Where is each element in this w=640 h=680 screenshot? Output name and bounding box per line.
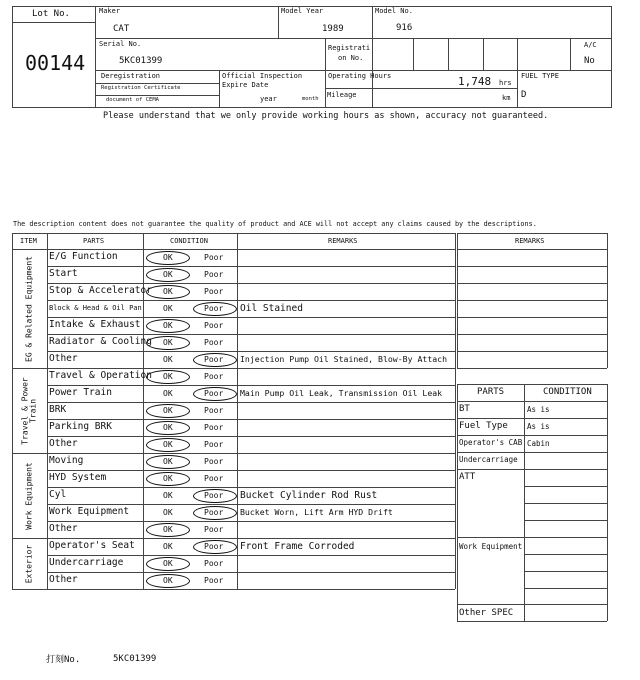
spec-header-divider <box>457 401 607 402</box>
engraved-label: 打刻No. <box>46 655 81 665</box>
ok-selected-circle <box>146 319 190 333</box>
poor-option[interactable]: Poor <box>204 525 224 534</box>
poor-option[interactable]: Poor <box>204 423 224 432</box>
month-label: month <box>302 96 319 102</box>
ok-selected-circle <box>146 455 190 469</box>
row-divider <box>47 521 455 522</box>
row-divider <box>457 537 607 538</box>
poor-option[interactable]: Poor <box>204 542 224 551</box>
notice-hours: Please understand that we only provide working hours as shown, accuracy not guaranteed. <box>103 111 549 121</box>
ok-option[interactable]: OK <box>163 559 173 568</box>
poor-selected-circle <box>193 540 237 554</box>
registration-cert-label: Registration Certificate <box>101 85 181 91</box>
poor-option[interactable]: Poor <box>204 389 224 398</box>
operating-hours-label: Operating Hours <box>328 72 392 80</box>
spec-condition-value: As is <box>527 405 550 414</box>
row-part-label: Block & Head & Oil Pan <box>49 304 142 312</box>
fuel-type-label: FUEL TYPE <box>521 72 559 80</box>
ok-option[interactable]: OK <box>163 423 173 432</box>
ok-option[interactable]: OK <box>163 355 173 364</box>
row-part-label: Work Equipment <box>49 506 130 517</box>
row-divider <box>47 436 455 437</box>
inspection-label: Expire Date <box>222 81 269 89</box>
ok-selected-circle <box>146 523 190 537</box>
divider <box>517 38 518 108</box>
row-part-label: Undercarriage <box>49 557 124 568</box>
maker-label: Maker <box>99 7 121 15</box>
ok-option[interactable]: OK <box>163 576 173 585</box>
poor-option[interactable]: Poor <box>204 559 224 568</box>
poor-option[interactable]: Poor <box>204 508 224 517</box>
poor-selected-circle <box>193 506 237 520</box>
ok-selected-circle <box>146 268 190 282</box>
remarks-header: REMARKS <box>328 237 358 245</box>
divider <box>12 22 96 23</box>
poor-option[interactable]: Poor <box>204 372 224 381</box>
group-label: Work Equipment <box>24 461 34 530</box>
row-divider <box>457 283 607 284</box>
poor-option[interactable]: Poor <box>204 321 224 330</box>
spec-condition-value: Cabin <box>527 439 550 448</box>
row-part-label: Stop & Accelerator <box>49 285 152 296</box>
table-border <box>12 589 455 590</box>
row-part-label: Radiator & Cooling <box>49 336 152 347</box>
poor-selected-circle <box>193 302 237 316</box>
row-remark: Front Frame Corroded <box>240 541 355 552</box>
ok-selected-circle <box>146 251 190 265</box>
serial-no-label: Serial No. <box>99 40 142 48</box>
ok-option[interactable]: OK <box>163 253 173 262</box>
spec-part-label: ATT <box>459 472 476 482</box>
mileage-label: Mileage <box>327 91 357 99</box>
table-border <box>455 233 456 589</box>
hrs-label: hrs <box>499 79 512 87</box>
ok-option[interactable]: OK <box>163 372 173 381</box>
serial-no-value: 5KC01399 <box>119 56 163 66</box>
row-divider <box>457 418 607 419</box>
poor-option[interactable]: Poor <box>204 287 224 296</box>
remarks-right-header: REMARKS <box>515 237 545 245</box>
divider <box>95 95 219 96</box>
condition-header: CONDITION <box>170 237 208 245</box>
cema-label: document of CEMA <box>106 97 159 103</box>
row-divider <box>524 571 607 572</box>
engraved-value: 5KC01399 <box>113 654 157 664</box>
ok-option[interactable]: OK <box>163 508 173 517</box>
remarks-border <box>457 233 607 234</box>
ok-option[interactable]: OK <box>163 525 173 534</box>
row-divider <box>47 317 455 318</box>
work-equipment-label: Work Equipment <box>459 542 523 551</box>
row-divider <box>457 469 607 470</box>
poor-option[interactable]: Poor <box>204 270 224 279</box>
poor-option[interactable]: Poor <box>204 304 224 313</box>
group-label: EG & Related Equipment <box>24 255 34 362</box>
lot-no-value: 00144 <box>25 51 86 75</box>
registration-label: Registrati <box>328 44 371 52</box>
row-part-label: Travel & Operation <box>49 370 152 381</box>
other-spec-label: Other SPEC <box>459 608 514 618</box>
spec-condition-header: CONDITION <box>543 387 592 397</box>
spec-border <box>457 621 607 622</box>
ok-option[interactable]: OK <box>163 304 173 313</box>
spec-part-label: Operator's CAB <box>459 438 523 447</box>
ok-option[interactable]: OK <box>163 474 173 483</box>
poor-selected-circle <box>193 489 237 503</box>
ok-option[interactable]: OK <box>163 491 173 500</box>
divider <box>95 38 612 39</box>
ok-selected-circle <box>146 438 190 452</box>
row-divider <box>457 334 607 335</box>
row-part-label: Parking BRK <box>49 421 112 432</box>
remarks-border <box>607 233 608 368</box>
row-part-label: Intake & Exhaust <box>49 319 141 330</box>
ok-option[interactable]: OK <box>163 406 173 415</box>
ok-option[interactable]: OK <box>163 287 173 296</box>
group-divider <box>12 453 455 454</box>
row-remark: Bucket Worn, Lift Arm HYD Drift <box>240 507 393 517</box>
row-divider <box>524 588 607 589</box>
row-divider <box>47 555 455 556</box>
ok-option[interactable]: OK <box>163 389 173 398</box>
divider <box>325 38 326 108</box>
parts-header: PARTS <box>83 237 105 245</box>
divider <box>413 38 414 70</box>
ok-selected-circle <box>146 336 190 350</box>
row-part-label: Other <box>49 353 78 364</box>
row-divider <box>47 402 455 403</box>
lot-no-label: Lot No. <box>32 9 70 19</box>
row-divider <box>457 249 607 250</box>
row-divider <box>47 385 455 386</box>
spec-border <box>607 384 608 621</box>
row-divider <box>457 604 607 605</box>
spec-parts-header: PARTS <box>477 387 505 397</box>
row-divider <box>457 452 607 453</box>
row-remark: Main Pump Oil Leak, Transmission Oil Leak <box>240 388 443 398</box>
model-no-value: 916 <box>396 23 413 33</box>
row-divider <box>47 351 455 352</box>
poor-option[interactable]: Poor <box>204 338 224 347</box>
row-divider <box>524 554 607 555</box>
row-remark: Injection Pump Oil Stained, Blow-By Attach <box>240 354 448 364</box>
ok-selected-circle <box>146 472 190 486</box>
row-part-label: Start <box>49 268 78 279</box>
row-part-label: Moving <box>49 455 84 466</box>
row-divider <box>524 520 607 521</box>
poor-option[interactable]: Poor <box>204 457 224 466</box>
column-divider <box>47 233 48 589</box>
ok-selected-circle <box>146 404 190 418</box>
spec-border <box>457 384 607 385</box>
ok-option[interactable]: OK <box>163 457 173 466</box>
poor-option[interactable]: Poor <box>204 406 224 415</box>
row-part-label: Other <box>49 574 78 585</box>
group-label: Exterior <box>24 544 34 583</box>
spec-border <box>457 384 458 621</box>
row-part-label: Other <box>49 523 78 534</box>
divider <box>325 88 517 89</box>
spec-part-label: Undercarriage <box>459 455 518 464</box>
inspection-label: Official Inspection <box>222 72 303 80</box>
divider <box>483 38 484 70</box>
poor-selected-circle <box>193 387 237 401</box>
ok-selected-circle <box>146 285 190 299</box>
column-divider <box>237 233 238 589</box>
row-divider <box>457 435 607 436</box>
ok-selected-circle <box>146 370 190 384</box>
deregistration-label: Deregistration <box>101 72 161 80</box>
divider <box>570 38 571 70</box>
group-label: Travel & Power Train <box>20 376 38 445</box>
fuel-type-value: D <box>521 90 527 100</box>
row-divider <box>457 266 607 267</box>
poor-option[interactable]: Poor <box>204 474 224 483</box>
poor-selected-circle <box>193 353 237 367</box>
ok-option[interactable]: OK <box>163 270 173 279</box>
row-remark: Bucket Cylinder Rod Rust <box>240 490 378 501</box>
ok-option[interactable]: OK <box>163 440 173 449</box>
ok-option[interactable]: OK <box>163 338 173 347</box>
year-label: year <box>260 95 277 103</box>
model-no-label: Model No. <box>375 7 413 15</box>
remarks-border <box>457 368 607 369</box>
divider <box>95 83 219 84</box>
row-part-label: Cyl <box>49 489 67 500</box>
row-divider <box>457 300 607 301</box>
row-part-label: BRK <box>49 404 67 415</box>
row-divider <box>47 283 455 284</box>
spec-condition-value: As is <box>527 422 550 431</box>
divider <box>278 6 279 38</box>
ok-option[interactable]: OK <box>163 542 173 551</box>
ok-option[interactable]: OK <box>163 321 173 330</box>
maker-value: CAT <box>113 24 130 34</box>
row-divider <box>47 334 455 335</box>
km-label: km <box>502 94 511 102</box>
poor-option[interactable]: Poor <box>204 491 224 500</box>
row-part-label: Operator's Seat <box>49 540 135 551</box>
row-divider <box>457 351 607 352</box>
row-part-label: HYD System <box>49 472 107 483</box>
poor-option[interactable]: Poor <box>204 253 224 262</box>
spec-part-label: Fuel Type <box>459 421 508 431</box>
ok-selected-circle <box>146 421 190 435</box>
divider <box>448 38 449 70</box>
row-divider <box>47 572 455 573</box>
poor-option[interactable]: Poor <box>204 576 224 585</box>
ac-value: No <box>584 56 595 66</box>
operating-hours-value: 1,748 <box>458 75 492 88</box>
group-divider <box>12 368 455 369</box>
ac-label: A/C <box>584 41 597 49</box>
table-border <box>12 233 13 589</box>
row-divider <box>47 419 455 420</box>
divider <box>95 70 612 71</box>
divider <box>219 70 220 108</box>
registration-label: on No. <box>338 54 364 62</box>
spec-part-label: BT <box>459 404 470 414</box>
row-divider <box>47 266 455 267</box>
row-divider <box>457 317 607 318</box>
row-part-label: Other <box>49 438 78 449</box>
row-part-label: Power Train <box>49 387 112 398</box>
poor-option[interactable]: Poor <box>204 440 224 449</box>
row-divider <box>47 504 455 505</box>
row-remark: Oil Stained <box>240 303 303 314</box>
item-header: ITEM <box>20 237 37 245</box>
header-divider <box>12 249 455 250</box>
row-divider <box>524 503 607 504</box>
row-divider <box>47 470 455 471</box>
group-divider <box>12 538 455 539</box>
model-year-label: Model Year <box>281 7 324 15</box>
row-divider <box>47 300 455 301</box>
poor-option[interactable]: Poor <box>204 355 224 364</box>
divider <box>372 6 373 108</box>
table-border <box>12 233 455 234</box>
ok-selected-circle <box>146 574 190 588</box>
row-divider <box>47 487 455 488</box>
ok-selected-circle <box>146 557 190 571</box>
row-part-label: E/G Function <box>49 251 118 262</box>
model-year-value: 1989 <box>322 24 344 34</box>
row-divider <box>524 486 607 487</box>
notice-description: The description content does not guarantee the quality of product and ACE will not accept any claims caused by the descriptions. <box>13 220 537 228</box>
